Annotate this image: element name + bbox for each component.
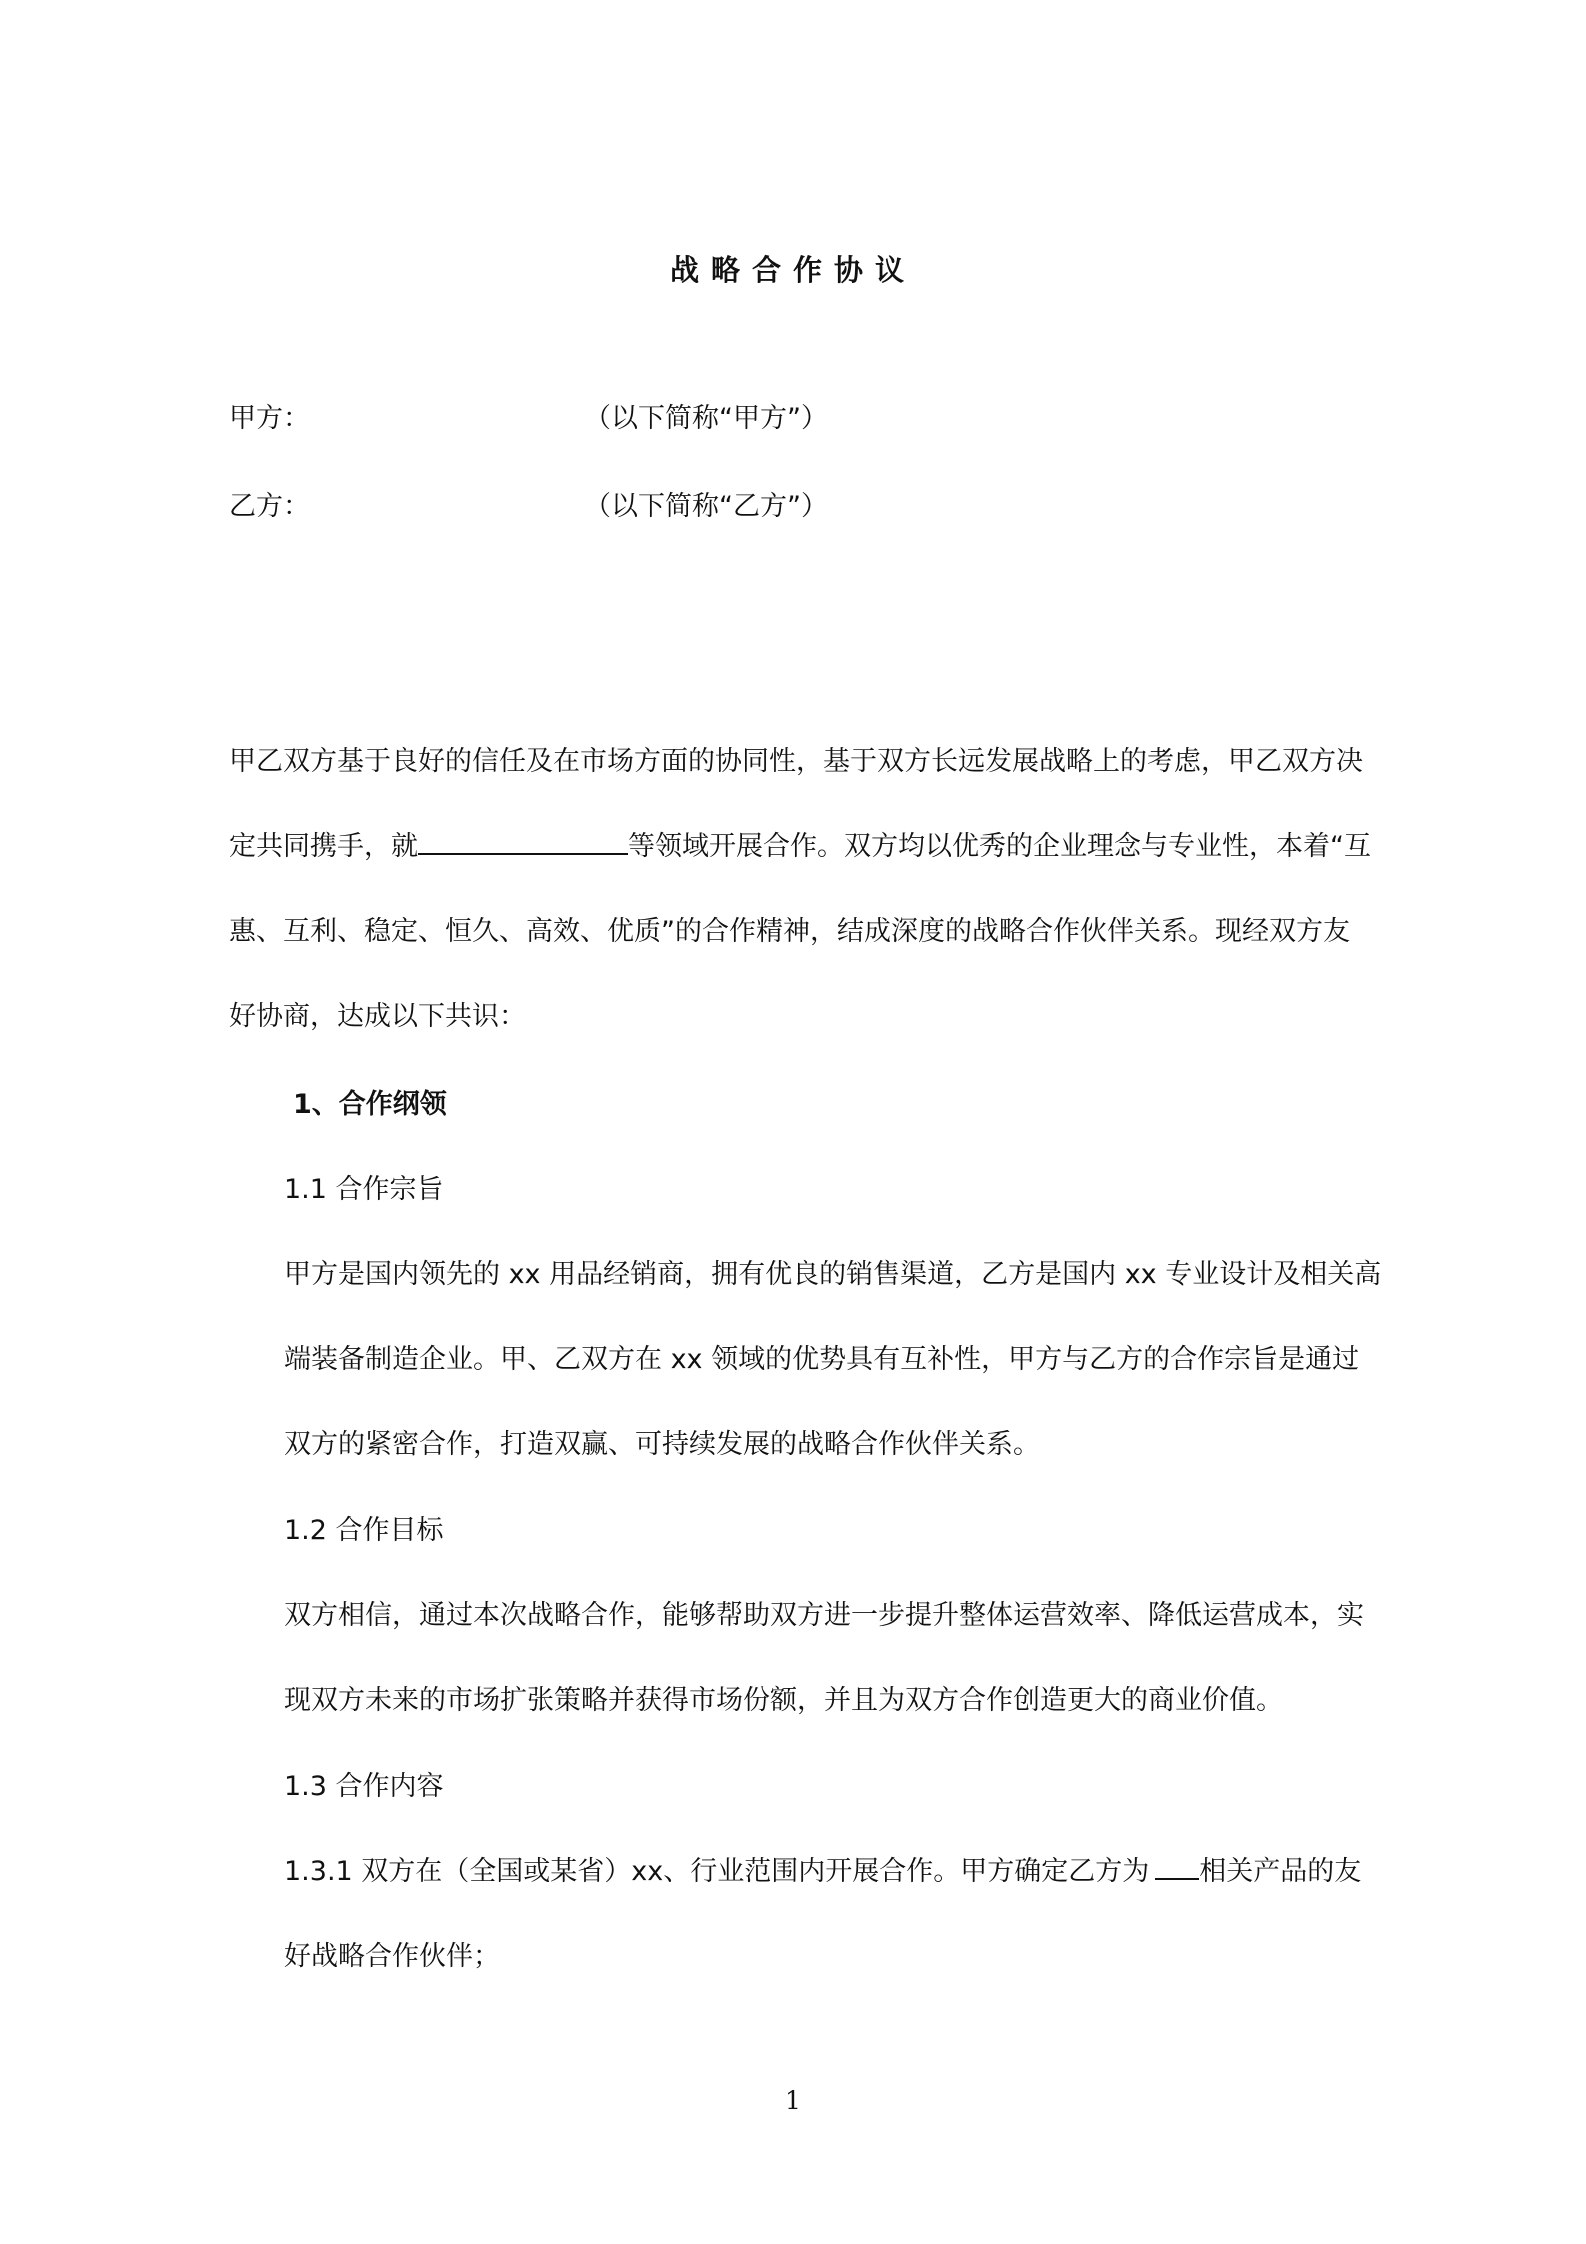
section-1-2-line-2: 现双方未来的市场扩张策略并获得市场份额，并且为双方合作创造更大的商业价值。 — [284, 1685, 1283, 1716]
party-b-alias: （以下简称“乙方”） — [584, 491, 828, 522]
intro-line-1: 甲乙双方基于良好的信任及在市场方面的协同性，基于双方长远发展战略上的考虑，甲乙双方决 — [229, 746, 1363, 777]
intro-line-2-end: 等领域开展合作。双方均以优秀的企业理念与专业性，本着“互 — [628, 831, 1371, 862]
fill-in-blank-product — [1155, 1850, 1199, 1880]
section-1-heading: 1、合作纲领 — [293, 1089, 447, 1120]
intro-line-3: 惠、互利、稳定、恒久、高效、优质”的合作精神，结成深度的战略合作伙伴关系。现经双方友 — [229, 916, 1350, 947]
section-1-1-heading: 1.1 合作宗旨 — [284, 1174, 444, 1205]
section-1-3-1-start: 1.3.1 双方在（全国或某省）xx、行业范围内开展合作。甲方确定乙方为 — [284, 1856, 1150, 1887]
section-1-1-line-1: 甲方是国内领先的 xx 用品经销商，拥有优良的销售渠道，乙方是国内 xx 专业设计及相关高 — [284, 1259, 1382, 1290]
section-1-1-line-3: 双方的紧密合作，打造双赢、可持续发展的战略合作伙伴关系。 — [284, 1429, 1040, 1460]
party-a-label: 甲方： — [229, 403, 310, 434]
section-1-3-heading: 1.3 合作内容 — [284, 1771, 444, 1802]
section-1-3-1-line-1 — [284, 1849, 1361, 1888]
section-1-2-heading: 1.2 合作目标 — [284, 1515, 444, 1546]
intro-line-2-start: 定共同携手，就 — [229, 831, 418, 862]
party-a-alias: （以下简称“甲方”） — [584, 403, 828, 434]
page-number: 1 — [785, 2086, 801, 2115]
section-1-1-line-2: 端装备制造企业。甲、乙双方在 xx 领域的优势具有互补性，甲方与乙方的合作宗旨是通过 — [284, 1344, 1360, 1375]
party-b-label: 乙方： — [229, 491, 310, 522]
document-title: 战略合作协议 — [669, 253, 916, 287]
section-1-2-line-1: 双方相信，通过本次战略合作，能够帮助双方进一步提升整体运营效率、降低运营成本，实 — [284, 1600, 1364, 1631]
intro-line-2 — [229, 824, 1371, 863]
fill-in-blank-field — [418, 825, 628, 855]
section-1-3-1-line-2: 好战略合作伙伴； — [284, 1941, 500, 1972]
section-1-3-1-end: 相关产品的友 — [1199, 1856, 1362, 1887]
intro-line-4: 好协商，达成以下共识： — [229, 1001, 526, 1032]
